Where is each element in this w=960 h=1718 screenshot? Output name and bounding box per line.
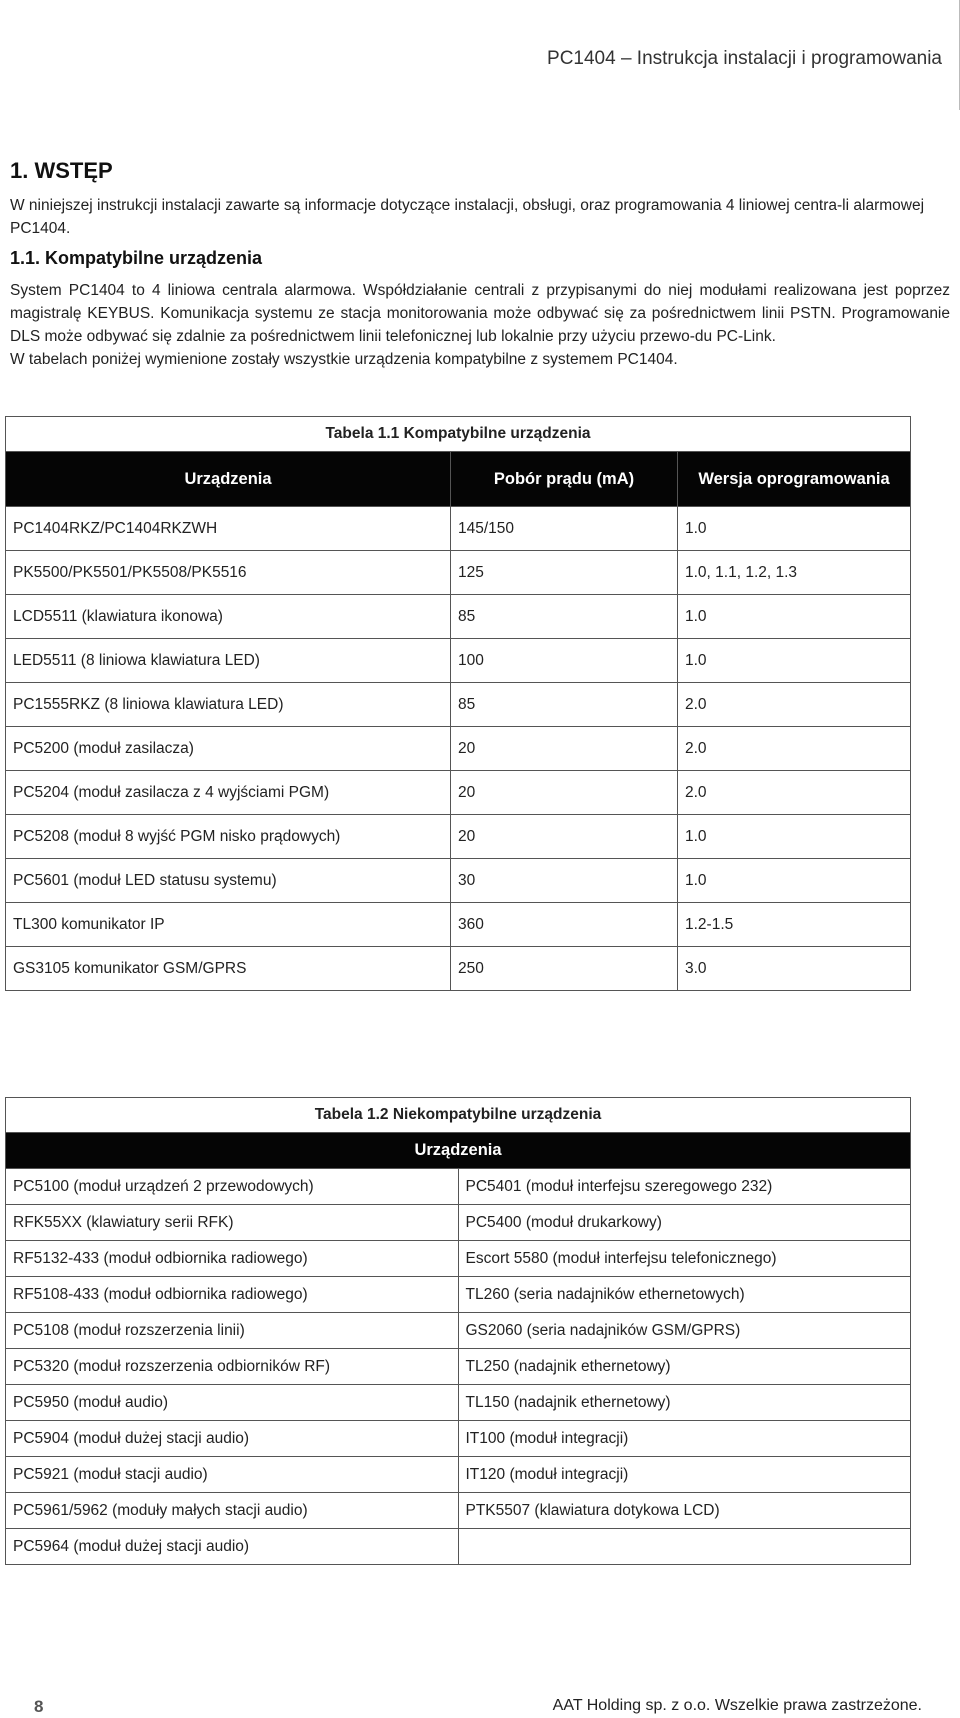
table-cell: IT100 (moduł integracji) — [458, 1421, 911, 1457]
subsection-heading: 1.1. Kompatybilne urządzenia — [10, 248, 263, 268]
intro-paragraph: W niniejszej instrukcji instalacji zawarte są informacje dotyczące instalacji, obsługi, oraz programowania 4 liniowej centra-li alarmowej PC1404. — [10, 197, 925, 237]
table-cell: 1.2-1.5 — [678, 903, 911, 947]
table-cell: TL260 (seria nadajników ethernetowych) — [458, 1277, 911, 1313]
table-cell: PC5108 (moduł rozszerzenia linii) — [6, 1313, 459, 1349]
table-cell: PK5500/PK5501/PK5508/PK5516 — [6, 551, 451, 595]
table-cell: 250 — [451, 947, 678, 991]
table-cell: RFK55XX (klawiatury serii RFK) — [6, 1205, 459, 1241]
column-header: Wersja oprogramowania — [678, 452, 911, 507]
table-row — [6, 1421, 911, 1457]
table-cell: RF5108-433 (moduł odbiornika radiowego) — [6, 1277, 459, 1313]
table-cell: 1.0, 1.1, 1.2, 1.3 — [678, 551, 911, 595]
table-cell: 85 — [451, 683, 678, 727]
table-cell: 85 — [451, 595, 678, 639]
running-header: PC1404 – Instrukcja instalacji i programowania — [547, 48, 942, 69]
table-cell: PC1404RKZ/PC1404RKZWH — [6, 507, 451, 551]
table-cell: TL150 (nadajnik ethernetowy) — [458, 1385, 911, 1421]
tables-note: W tabelach poniżej wymienione zostały wszystkie urządzenia kompatybilne z systemem PC1404. — [10, 351, 678, 368]
table-row — [6, 595, 911, 639]
table-row — [6, 859, 911, 903]
column-header: Urządzenia — [6, 452, 451, 507]
column-header: Urządzenia — [6, 1133, 911, 1169]
table-cell: PC5100 (moduł urządzeń 2 przewodowych) — [6, 1169, 459, 1205]
table-cell: 1.0 — [678, 595, 911, 639]
table-row — [6, 1493, 911, 1529]
table-row — [6, 1277, 911, 1313]
page-number: 8 — [34, 1697, 44, 1716]
table-cell: 360 — [451, 903, 678, 947]
table-cell: PC5964 (moduł dużej stacji audio) — [6, 1529, 459, 1565]
table-cell: Escort 5580 (moduł interfejsu telefonicznego) — [458, 1241, 911, 1277]
incompatible-devices-table — [5, 1097, 911, 1565]
table-cell: PC5950 (moduł audio) — [6, 1385, 459, 1421]
table-cell: 2.0 — [678, 771, 911, 815]
table-cell: PC5320 (moduł rozszerzenia odbiorników RF) — [6, 1349, 459, 1385]
copyright-text: AAT Holding sp. z o.o. Wszelkie prawa zastrzeżone. — [552, 1697, 922, 1714]
table-row — [6, 1241, 911, 1277]
table-cell: PC5200 (moduł zasilacza) — [6, 727, 451, 771]
table-caption: Tabela 1.1 Kompatybilne urządzenia — [6, 417, 911, 452]
table-row — [6, 771, 911, 815]
table-cell: 3.0 — [678, 947, 911, 991]
table-caption: Tabela 1.2 Niekompatybilne urządzenia — [6, 1098, 911, 1133]
column-header: Pobór prądu (mA) — [451, 452, 678, 507]
table-row — [6, 683, 911, 727]
section-heading: 1. WSTĘP — [10, 158, 113, 183]
table-cell: PC5208 (moduł 8 wyjść PGM nisko prądowych) — [6, 815, 451, 859]
table-row — [6, 727, 911, 771]
table-row — [6, 1313, 911, 1349]
intro-section — [10, 158, 950, 371]
table-row — [6, 1349, 911, 1385]
table-cell: PC1555RKZ (8 liniowa klawiatura LED) — [6, 683, 451, 727]
table-cell: GS3105 komunikator GSM/GPRS — [6, 947, 451, 991]
table-cell: 20 — [451, 727, 678, 771]
table-cell: 1.0 — [678, 815, 911, 859]
table-cell: 100 — [451, 639, 678, 683]
table-cell: IT120 (moduł integracji) — [458, 1457, 911, 1493]
table-row — [6, 639, 911, 683]
table-cell: LED5511 (8 liniowa klawiatura LED) — [6, 639, 451, 683]
table-cell: 20 — [451, 771, 678, 815]
table-cell: PC5204 (moduł zasilacza z 4 wyjściami PGM) — [6, 771, 451, 815]
table-cell: PC5921 (moduł stacji audio) — [6, 1457, 459, 1493]
table-row — [6, 947, 911, 991]
table-cell: PC5400 (moduł drukarkowy) — [458, 1205, 911, 1241]
table-cell: PTK5507 (klawiatura dotykowa LCD) — [458, 1493, 911, 1529]
table-cell: 125 — [451, 551, 678, 595]
table-cell: PC5904 (moduł dużej stacji audio) — [6, 1421, 459, 1457]
table-cell: RF5132-433 (moduł odbiornika radiowego) — [6, 1241, 459, 1277]
table-cell: TL300 komunikator IP — [6, 903, 451, 947]
table-cell: PC5601 (moduł LED statusu systemu) — [6, 859, 451, 903]
description-paragraph: System PC1404 to 4 liniowa centrala alarmowa. Współdziałanie centrali z przypisanymi do niej modułami realizowana jest poprzez magistralę KEYBUS. Komunikacja systemu ze stacja monitorowania może odbywać się za pośrednictwem linii PSTN. Programowanie DLS może odbywać się zdalnie za pośrednictwem linii telefonicznej lub lokalnie przy użyciu przewo-du PC-Link. — [10, 282, 950, 345]
compatible-devices-table — [5, 416, 911, 991]
table-cell: PC5401 (moduł interfejsu szeregowego 232) — [458, 1169, 911, 1205]
table-cell: 1.0 — [678, 639, 911, 683]
table-cell: 20 — [451, 815, 678, 859]
table-row — [6, 1385, 911, 1421]
table-cell: 1.0 — [678, 859, 911, 903]
table-row — [6, 507, 911, 551]
table-row — [6, 903, 911, 947]
table-cell: 145/150 — [451, 507, 678, 551]
table-row — [6, 1205, 911, 1241]
table-cell: PC5961/5962 (moduły małych stacji audio) — [6, 1493, 459, 1529]
table-row — [6, 1169, 911, 1205]
table-row — [6, 815, 911, 859]
table-cell: 30 — [451, 859, 678, 903]
table-row — [6, 551, 911, 595]
table-row — [6, 1529, 911, 1565]
table-cell — [458, 1529, 911, 1565]
table-cell: GS2060 (seria nadajników GSM/GPRS) — [458, 1313, 911, 1349]
table-cell: 1.0 — [678, 507, 911, 551]
table-cell: 2.0 — [678, 683, 911, 727]
table-cell: 2.0 — [678, 727, 911, 771]
table-row — [6, 1457, 911, 1493]
table-cell: TL250 (nadajnik ethernetowy) — [458, 1349, 911, 1385]
table-cell: LCD5511 (klawiatura ikonowa) — [6, 595, 451, 639]
